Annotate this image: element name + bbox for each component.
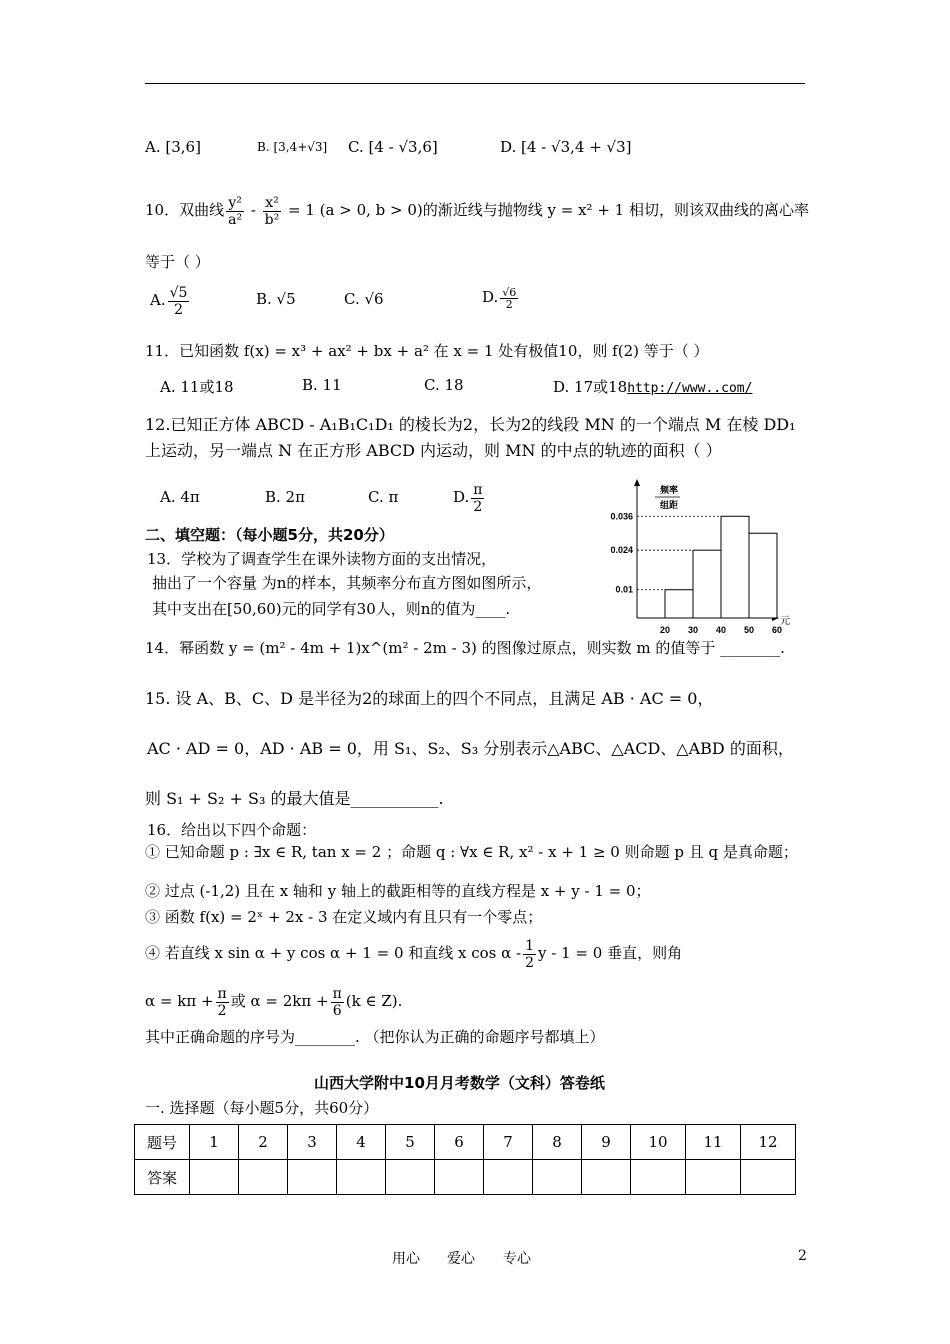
q10-option-d: D. $\frac{√6}{2}$ (482, 285, 517, 311)
answer-cell[interactable] (686, 1160, 741, 1195)
y-axis-label-bottom: 组距 (660, 500, 679, 510)
q16-item4: ④ 若直线 x sin α + y cos α + 1 = 0 和直线 x cos α - $\frac{1}{2}$ y - 1 = 0 垂直，则角 (145, 937, 683, 971)
answer-table (134, 1124, 796, 1195)
q16-item3: ③ 函数 f(x) = 2ˣ + 2x - 3 在定义域内有且只有一个零点； (145, 908, 543, 926)
q15-line1: 15. 设 A、B、C、D 是半径为2的球面上的四个不同点，且满足 AB · AC = 0， (145, 689, 714, 708)
q13-line3: 其中支出在[50,60)元的同学有30人，则n的值为____. (152, 600, 511, 618)
answer-table-header-label: 题号 (135, 1125, 190, 1160)
q10-stem: 10．双曲线 $\frac{\text{y²}}{\text{a²}}$ - $\frac{\text{x²}}{\text{b²}}$ = 1 (a > 0, b > 0)的渐近线与抛物线 y = x² + 1 相切，则该双曲线的离心率 (145, 194, 809, 228)
answer-cell[interactable] (239, 1160, 288, 1195)
x-axis-label: 元 (780, 616, 790, 627)
q11-option-a: A. 11或18 (160, 378, 234, 396)
q11-option-d: D. 17或18http://www..com/ (553, 378, 753, 396)
answer-table-number: 3 (288, 1125, 337, 1160)
q9-option-b: B. [3,4+√3] (257, 140, 328, 154)
q12-option-c: C. π (368, 488, 399, 506)
x-tick-label: 60 (771, 625, 783, 635)
answer-table-number: 9 (582, 1125, 631, 1160)
x-tick-label: 40 (715, 625, 727, 635)
q10-stem-line2: 等于（ ） (145, 253, 210, 271)
q12-option-a: A. 4π (160, 488, 200, 506)
q9-option-a: A. [3,6] (145, 138, 201, 156)
q12-option-b: B. 2π (265, 488, 305, 506)
x-tick-label: 50 (743, 625, 755, 635)
q12-stem-line1: 12.已知正方体 ABCD - A₁B₁C₁D₁ 的棱长为2，长为2的线段 MN 的一个端点 M 在棱 DD₁ (145, 415, 796, 434)
y-tick-label: 0.01 (615, 584, 633, 595)
answer-table-header-row (135, 1125, 796, 1160)
answer-table-number: 8 (533, 1125, 582, 1160)
q10-option-b: B. √5 (256, 290, 296, 308)
histogram-bar (749, 533, 777, 618)
section2-title: 二、填空题：（每小题5分，共20分） (145, 526, 394, 544)
y-axis-label-top: 频率 (660, 485, 679, 495)
answer-table-number: 2 (239, 1125, 288, 1160)
q11-link[interactable]: http://www..com/ (627, 381, 753, 396)
answer-cell[interactable] (337, 1160, 386, 1195)
answer-cell[interactable] (533, 1160, 582, 1195)
q11-stem: 11．已知函数 f(x) = x³ + ax² + bx + a² 在 x = 1 处有极值10，则 f(2) 等于（ ） (145, 342, 709, 360)
answer-table-number: 7 (484, 1125, 533, 1160)
q11-option-b: B. 11 (302, 376, 342, 394)
q16-title: 16．给出以下四个命题： (147, 821, 317, 839)
histogram-bar (693, 550, 721, 618)
frequency-histogram (600, 478, 800, 643)
answer-cell[interactable] (288, 1160, 337, 1195)
answer-cell[interactable] (484, 1160, 533, 1195)
q9-option-d: D. [4 - √3,4 + √3] (500, 138, 632, 156)
answer-cell[interactable] (582, 1160, 631, 1195)
q15-line3: 则 S₁ + S₂ + S₃ 的最大值是___________. (145, 789, 444, 808)
footer-text-1: 用心 (392, 1251, 420, 1267)
answer-table-number: 11 (686, 1125, 741, 1160)
answer-table-number: 4 (337, 1125, 386, 1160)
footer-text-3: 专心 (503, 1251, 531, 1267)
answer-cell[interactable] (741, 1160, 796, 1195)
answer-table-number: 5 (386, 1125, 435, 1160)
answer-cell[interactable] (631, 1160, 686, 1195)
q12-option-d: D. $\frac{\pi}{2}$ (453, 481, 483, 515)
q15-line2: AC · AD = 0，AD · AB = 0，用 S₁、S₂、S₃ 分别表示△ABC、△ACD、△ABD 的面积， (147, 739, 794, 758)
answer-sheet-title: 山西大学附中10月月考数学（文科）答卷纸 (314, 1074, 605, 1092)
answer-table-number: 10 (631, 1125, 686, 1160)
q14-stem: 14．幂函数 y = (m² - 4m + 1)x^(m² - 2m - 3) 的图像过原点，则实数 m 的值等于 ________. (145, 639, 785, 657)
header-rule (145, 83, 805, 84)
y-axis-arrow (634, 479, 640, 486)
q11-option-c: C. 18 (424, 376, 464, 394)
q10-option-c: C. √6 (344, 290, 384, 308)
q16-item1: ① 已知命题 p : ∃x ∈ R, tan x = 2 ；命题 q : ∀x ∈ R, x² - x + 1 ≥ 0 则命题 p 且 q 是真命题； (145, 843, 798, 861)
x-tick-label: 20 (659, 625, 671, 635)
q16-item2: ② 过点 (-1,2) 且在 x 轴和 y 轴上的截距相等的直线方程是 x + y - 1 = 0； (145, 882, 651, 900)
q16-item4-cont: α = kπ + $\frac{\pi}{2}$ 或 α = 2kπ + $\frac{\pi}{6}$ (k ∈ Z). (145, 985, 403, 1019)
q13-line1: 13．学校为了调查学生在课外读物方面的支出情况， (147, 550, 497, 568)
histogram-bar (665, 590, 693, 618)
q16-answer: 其中正确命题的序号为________. （把你认为正确的命题序号都填上） (145, 1028, 605, 1046)
q9-option-c: C. [4 - √3,6] (348, 138, 438, 156)
page-number: 2 (798, 1248, 807, 1264)
footer-text-2: 爱心 (447, 1251, 475, 1267)
answer-table-answer-label: 答案 (135, 1160, 190, 1195)
answer-table-answer-row (135, 1160, 796, 1195)
q10-option-a: A. $\frac{√5}{2}$ (150, 284, 188, 318)
answer-table-number: 1 (190, 1125, 239, 1160)
q13-line2: 抽出了一个容量 为n的样本，其频率分布直方图如图所示， (152, 574, 542, 592)
answer-table-number: 6 (435, 1125, 484, 1160)
q12-stem-line2: 上运动，另一端点 N 在正方形 ABCD 内运动，则 MN 的中点的轨迹的面积（ ） (145, 441, 722, 460)
y-tick-label: 0.036 (610, 511, 633, 522)
answer-cell[interactable] (386, 1160, 435, 1195)
answer-table-number: 12 (741, 1125, 796, 1160)
x-tick-label: 30 (687, 625, 699, 635)
answer-sheet-section1: 一. 选择题（每小题5分，共60分） (145, 1099, 379, 1117)
answer-cell[interactable] (435, 1160, 484, 1195)
y-tick-label: 0.024 (610, 545, 633, 556)
answer-cell[interactable] (190, 1160, 239, 1195)
histogram-bar (721, 516, 749, 618)
